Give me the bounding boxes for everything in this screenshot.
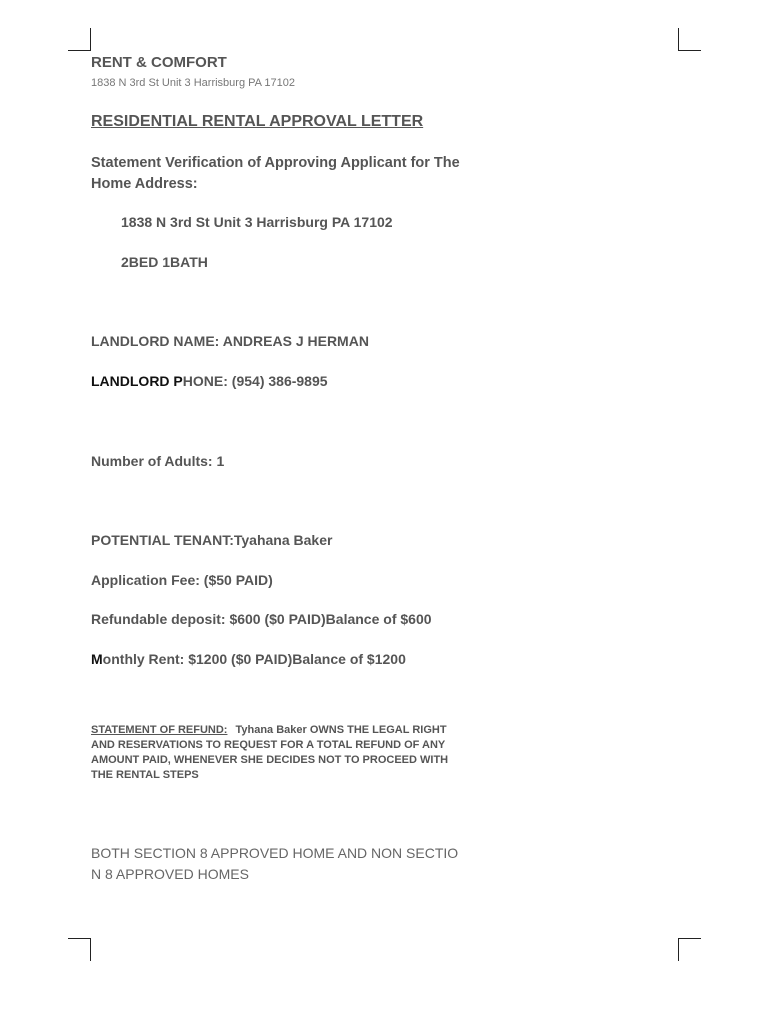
refund-label: STATEMENT OF REFUND: [91,724,228,736]
adults-line [91,453,224,469]
landlord-phone-label-start: LANDLORD P [91,373,183,389]
adults-value: 1 [216,453,225,469]
landlord-name-line [91,333,369,349]
monthly-rent [91,651,406,667]
crop-mark-bottom-right [678,938,701,961]
landlord-name-label: LANDLORD NAME: [91,333,220,349]
section8-line-1: BOTH SECTION 8 APPROVED HOME AND NON SECTIO [91,845,459,861]
application-fee: Application Fee: ($50 PAID) [91,572,273,588]
section8-line-2: N 8 APPROVED HOMES [91,866,249,882]
home-address: 1838 N 3rd St Unit 3 Harrisburg PA 17102 [121,214,393,230]
refund-statement [91,723,471,783]
crop-mark-top-left [68,28,91,51]
section8-note [91,843,481,885]
landlord-phone-line [91,373,328,389]
refund-text: Tyhana Baker OWNS THE LEGAL RIGHT AND RESERVATIONS TO REQUEST FOR A TOTAL REFUND OF ANY AMOUNT PAID, WHENEVER SHE DECIDES NOT TO PROCEED WITH THE RENTAL STEPS [91,724,449,781]
landlord-phone-value: (954) 386-9895 [231,373,328,389]
monthly-rent-text: onthly Rent: $1200 ($0 PAID)Balance of $1200 [102,651,406,667]
statement-heading: Statement Verification of Approving Applicant for The Home Address: [91,155,460,192]
monthly-rent-initial: M [91,651,103,667]
tenant-line [91,532,332,548]
landlord-name-value: ANDREAS J HERMAN [222,333,369,349]
tenant-name: Tyahana Baker [233,532,333,548]
tenant-label: POTENTIAL TENANT: [91,532,234,548]
refundable-deposit: Refundable deposit: $600 ($0 PAID)Balance of $600 [91,611,432,627]
company-name: RENT & COMFORT [91,54,227,71]
crop-mark-top-right [678,28,701,51]
adults-label: Number of Adults: [91,453,213,469]
home-size: 2BED 1BATH [121,254,208,270]
crop-mark-bottom-left [68,938,91,961]
document-title: RESIDENTIAL RENTAL APPROVAL LETTER [91,113,424,130]
landlord-phone-label-end: HONE: [182,373,228,389]
company-address: 1838 N 3rd St Unit 3 Harrisburg PA 17102 [91,77,296,89]
